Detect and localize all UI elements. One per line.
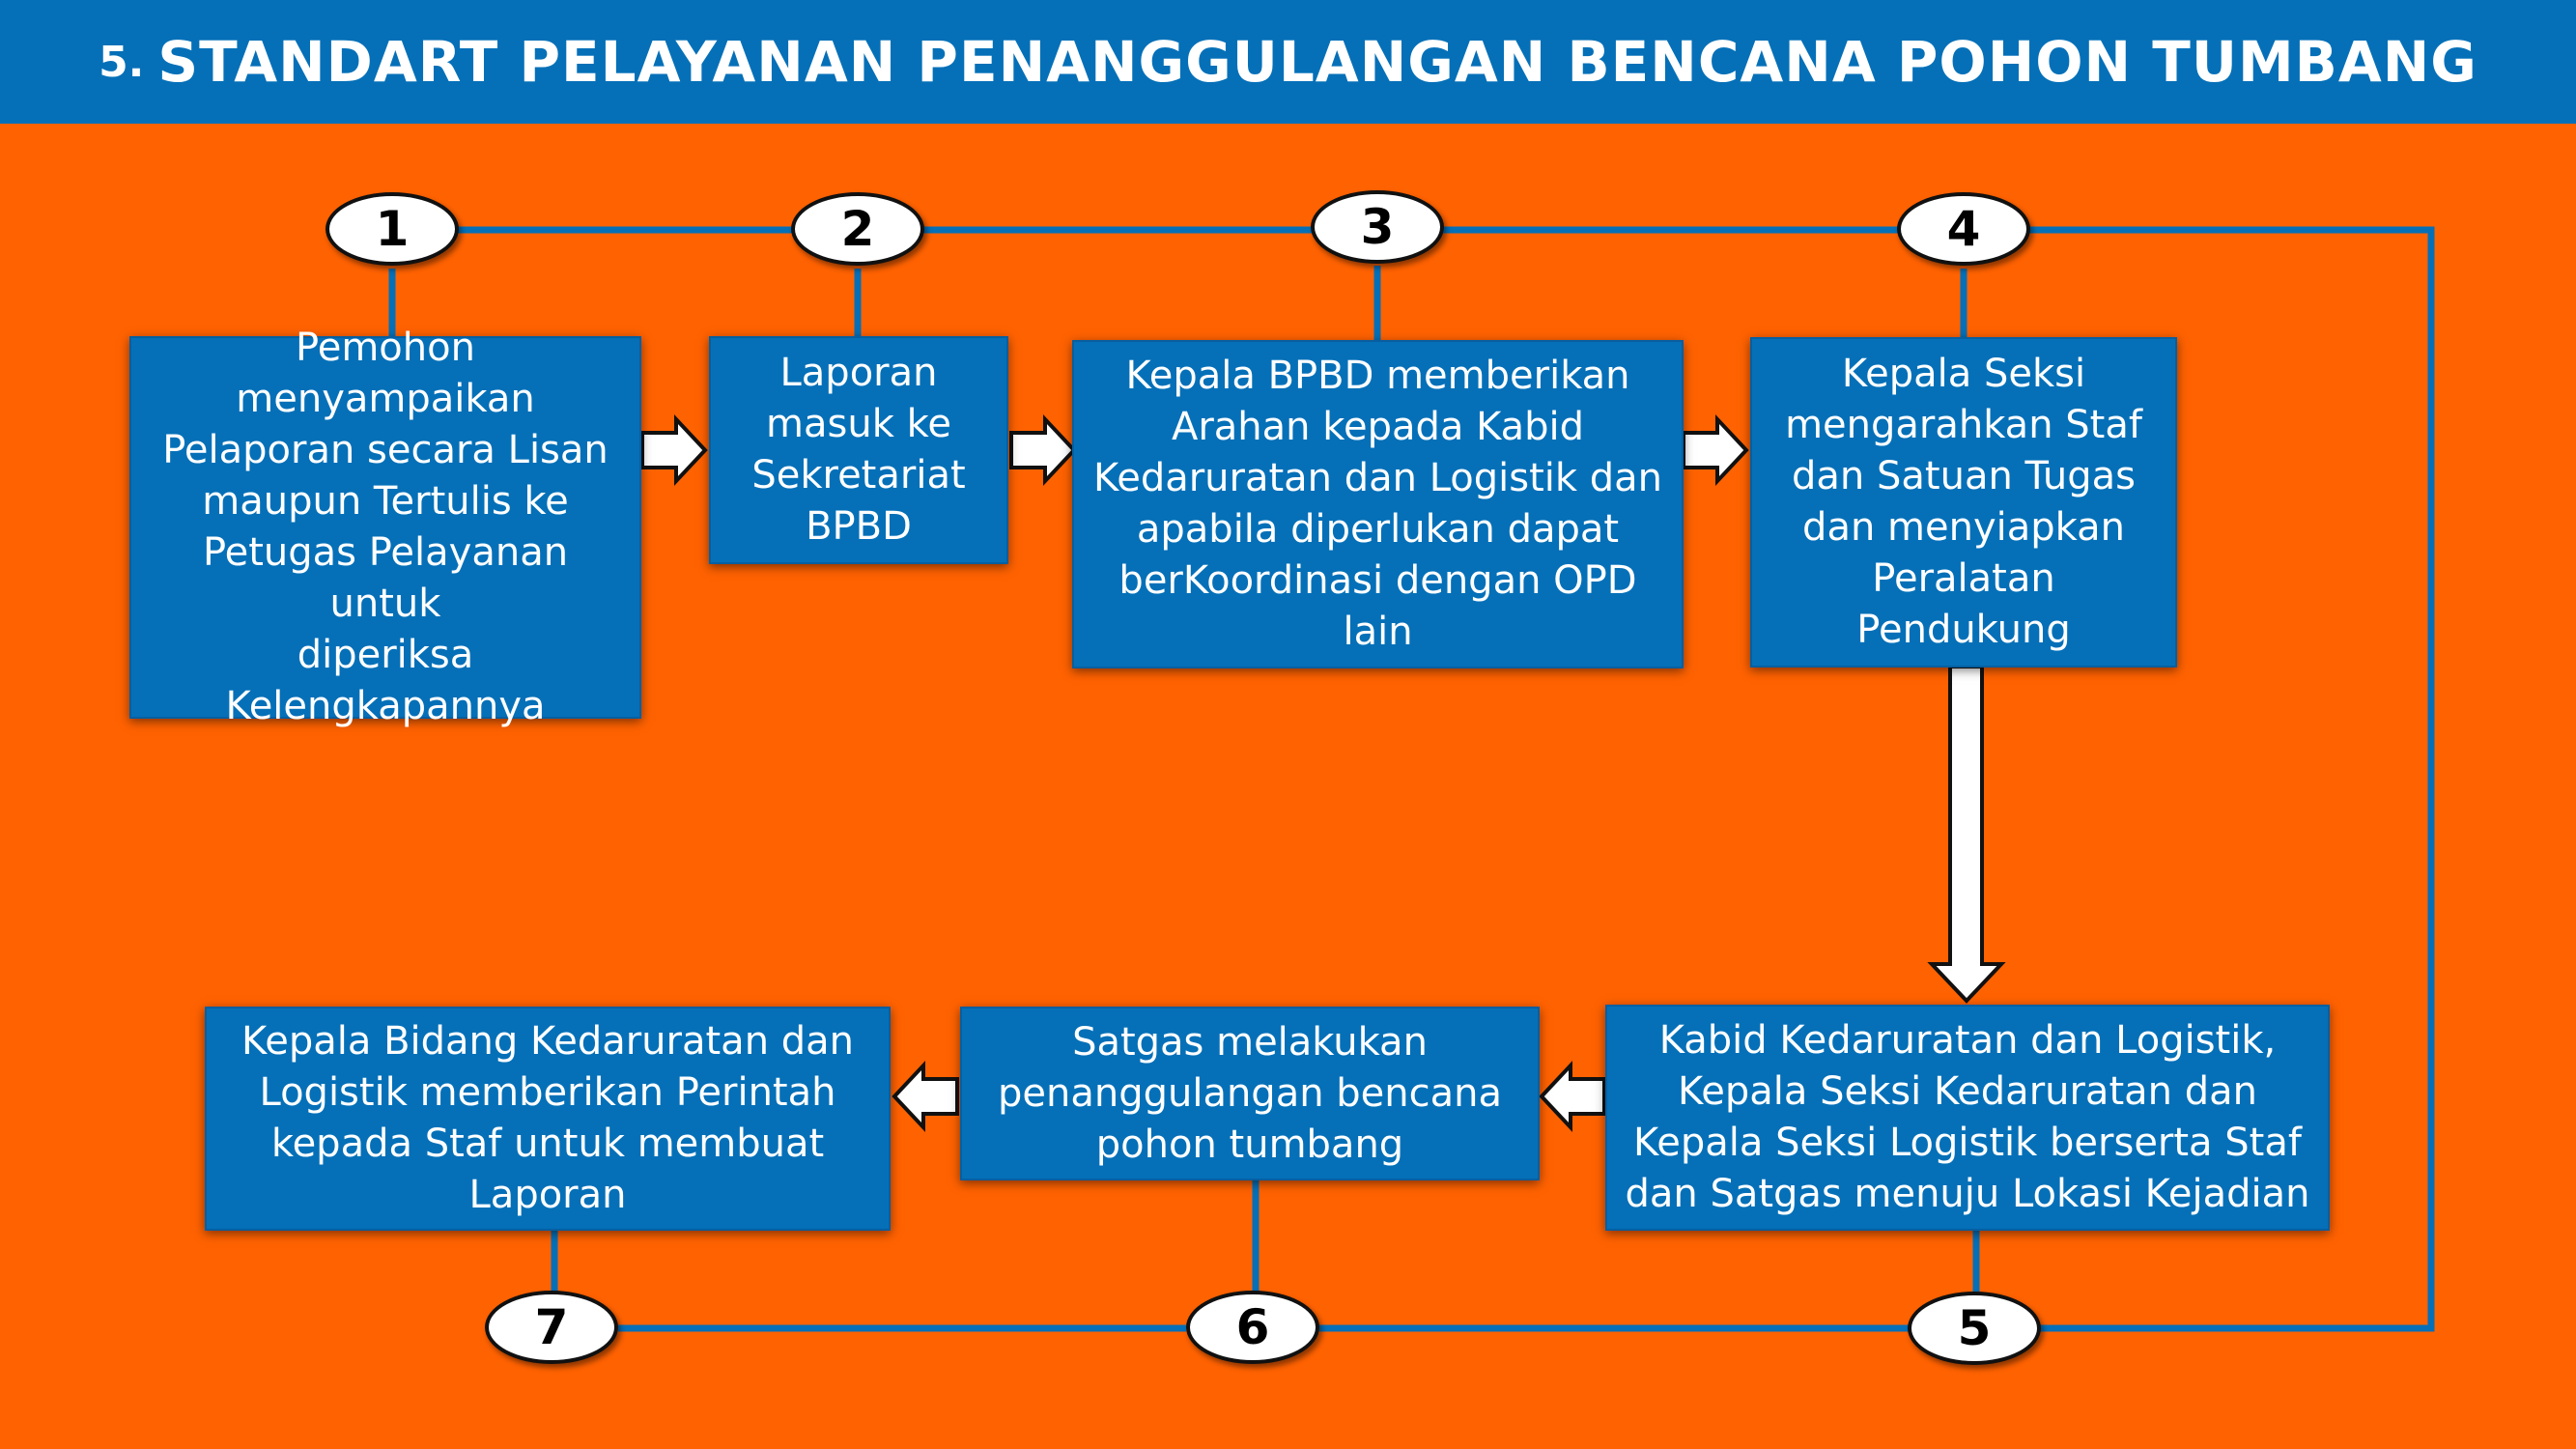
step-3-box: [1072, 340, 1684, 668]
step-1-text: Pemohon menyampaikan Pelaporan secara Lisan maupun Tertulis ke Petugas Pelayanan untuk diperiksa Kelengkapannya: [162, 326, 609, 728]
step-6-text: Satgas melakukan penanggulangan bencana pohon tumbang: [997, 1019, 1502, 1167]
step-4-text: Kepala Seksi mengarahkan Staf dan Satuan Tugas dan menyiapkan Peralatan Pendukung: [1785, 352, 2142, 652]
step-5-box: [1605, 1005, 2330, 1231]
step-4-number-bubble: 4: [1897, 192, 2030, 266]
step-2-text: Laporan masuk ke Sekretariat BPBD: [751, 351, 966, 549]
right-arrow-3-4: [1684, 419, 1746, 481]
right-arrow-2-3: [1011, 419, 1074, 481]
step-2-box: [709, 336, 1008, 564]
step-3-text: Kepala BPBD memberikan Arahan kepada Kabid Kedaruratan dan Logistik dan apabila diperlukan dapat berKoordinasi dengan OPD lain: [1092, 354, 1663, 654]
step-1-box: [129, 326, 641, 728]
title-text: STANDART PELAYANAN PENANGGULANGAN BENCANA POHON TUMBANG: [157, 29, 2477, 95]
left-arrow-6-7: [894, 1065, 957, 1127]
step-7-text: Kepala Bidang Kedaruratan dan Logistik memberikan Perintah kepada Staf untuk membuat Laporan: [241, 1019, 855, 1217]
step-6-number-bubble: 6: [1186, 1291, 1319, 1364]
step-2-number-bubble: 2: [791, 192, 924, 266]
step-3-number-bubble: 3: [1311, 190, 1444, 264]
down-arrow-4-5: [1932, 667, 2001, 1001]
step-6-box: [960, 1007, 1540, 1180]
title-number: 5.: [99, 37, 145, 87]
right-arrow-1-2: [642, 419, 705, 481]
step-5-text: Kabid Kedaruratan dan Logistik, Kepala Seksi Kedaruratan dan Kepala Seksi Logistik berserta Staf dan Satgas menuju Lokasi Kejadian: [1625, 1018, 2310, 1216]
step-7-box: [205, 1007, 891, 1231]
step-1-number-bubble: 1: [326, 192, 459, 266]
left-arrow-5-6: [1542, 1065, 1604, 1127]
step-4-box: [1750, 337, 2177, 668]
step-5-number-bubble: 5: [1908, 1292, 2041, 1365]
step-7-number-bubble: 7: [485, 1291, 618, 1364]
